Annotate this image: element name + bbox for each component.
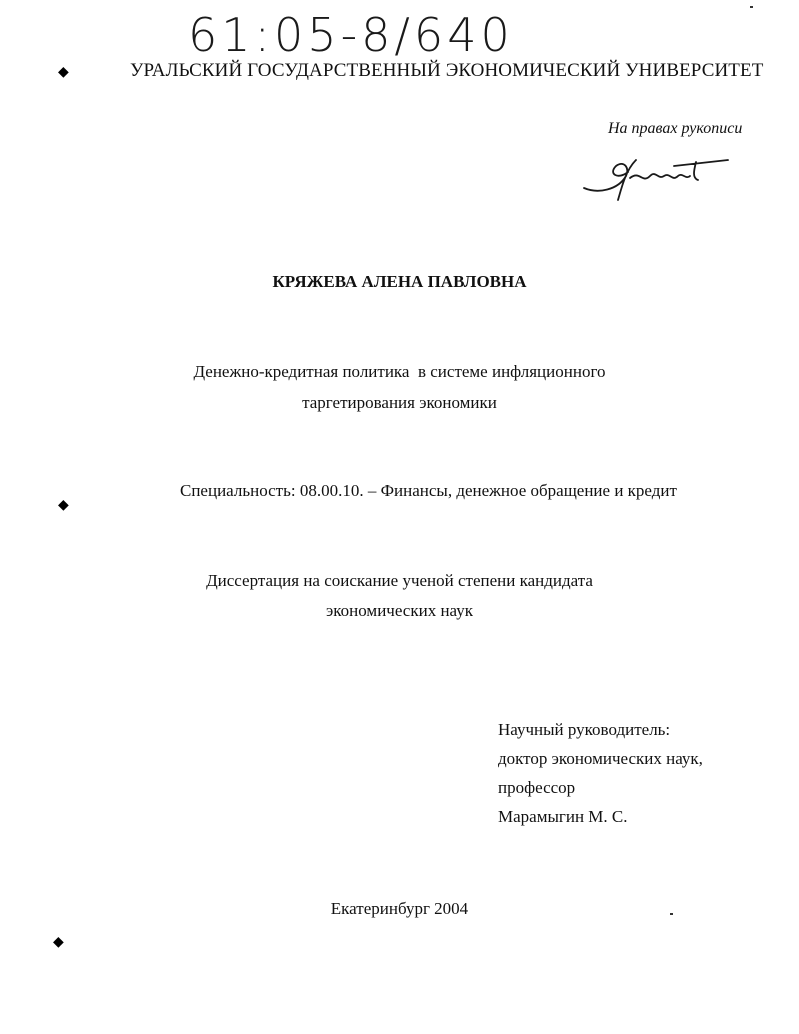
handwritten-catalog-number: 61:05-8/640: [188, 8, 514, 62]
supervisor-name: Марамыгин М. С.: [498, 807, 628, 826]
diamond-icon: ◆: [58, 498, 69, 513]
specialty: Специальность: 08.00.10. – Финансы, денежное обращение и кредит: [180, 481, 677, 500]
supervisor-degree: доктор экономических наук,: [498, 749, 703, 768]
dissertation-degree-line1: Диссертация на соискание ученой степени кандидата: [206, 571, 593, 590]
city-year: Екатеринбург 2004: [330, 899, 469, 918]
author-name: КРЯЖЕВА АЛЕНА ПАВЛОВНА: [272, 272, 527, 291]
speck-mark: [750, 6, 753, 8]
thesis-title-line1: Денежно-кредитная политика в системе инфляционного: [193, 362, 606, 381]
rights-note: На правах рукописи: [608, 120, 743, 137]
supervisor-rank: профессор: [498, 778, 576, 797]
diamond-icon: ◆: [53, 935, 64, 950]
supervisor-label: Научный руководитель:: [498, 720, 671, 739]
dissertation-degree-line2: экономических наук: [325, 601, 474, 620]
thesis-title-line2: таргетирования экономики: [302, 393, 497, 412]
signature-icon: [578, 150, 738, 210]
diamond-icon: ◆: [58, 65, 69, 80]
university-name: УРАЛЬСКИЙ ГОСУДАРСТВЕННЫЙ ЭКОНОМИЧЕСКИЙ УНИВЕРСИТЕТ: [130, 60, 764, 81]
